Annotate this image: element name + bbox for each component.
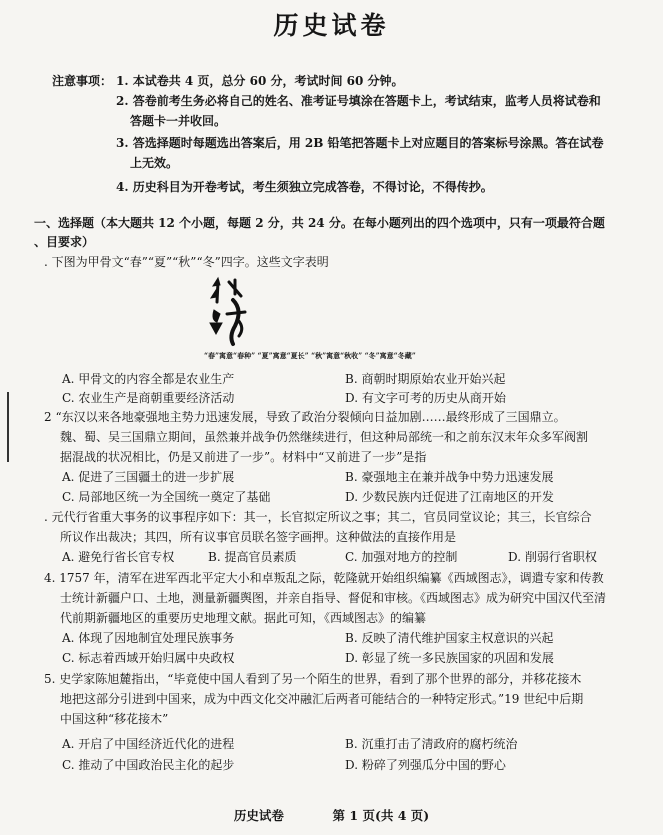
q3-stem-line2: 所议作出裁决；其四，所有议事官员联名签字画押。这种做法的直接作用是	[60, 530, 457, 544]
q5-option-d: D. 粉碎了列强瓜分中国的野心	[345, 758, 506, 772]
page-footer	[0, 806, 663, 824]
q2-stem-line3: 据混战的状况相比，仍是又前进了一步”。材料中“又前进了一步”是指	[60, 450, 427, 464]
q4-option-d: D. 彰显了统一多民族国家的巩固和发展	[345, 651, 554, 665]
q4-stem-line2: 士统计新疆户口、土地，测量新疆舆图，并亲自指导、督促和审核。《西域图志》成为研究中国汉代至清	[60, 591, 607, 605]
notes-heading: 注意事项：	[52, 74, 113, 88]
q1-stem: . 下图为甲骨文“春”“夏”“秋”“冬”四字。这些文字表明	[44, 255, 329, 269]
q4-option-b: B. 反映了清代维护国家主权意识的兴起	[345, 631, 554, 645]
q5-stem-line3: 中国这种“移花接木”	[60, 712, 169, 726]
q2-option-d: D. 少数民族内迁促进了江南地区的开发	[345, 490, 554, 504]
q4-stem-line3: 代前期新疆地区的重要历史地理文献。据此可知，《西域图志》的编纂	[60, 611, 427, 625]
notes-item-4: 4. 历史科目为开卷考试，考生须独立完成答卷，不得讨论，不得传抄。	[116, 180, 493, 194]
q1-option-a: A. 甲骨文的内容全都是农业生产	[62, 372, 235, 386]
notes-item-3: 3. 答选择题时每题选出答案后，用 2B 铅笔把答题卡上对应题目的答案标号涂黑。答在试卷	[116, 136, 604, 150]
q3-option-a: A. 避免行省长官专权	[62, 550, 175, 564]
q5-stem-line1: 5. 史学家陈旭麓指出，“毕竟使中国人看到了另一个陌生的世界，看到了那个世界的部分，并移花接木	[44, 672, 582, 686]
q3-option-c: C. 加强对地方的控制	[345, 550, 458, 564]
q2-option-b: B. 豪强地主在兼并战争中势力迅速发展	[345, 470, 554, 484]
notes-item-1: 1. 本试卷共 4 页，总分 60 分，考试时间 60 分钟。	[116, 74, 404, 88]
q1-image-caption: “春”寓意“春种” “夏”寓意“夏长” “秋”寓意“秋收” “冬”寓意“冬藏”	[204, 351, 416, 360]
q5-option-a: A. 开启了中国经济近代化的进程	[62, 737, 235, 751]
footer-subject: 历史试卷	[233, 808, 284, 823]
page-edge-mark	[7, 392, 9, 462]
q2-stem-line2: 魏、蜀、吴三国鼎立期间，虽然兼并战争仍然继续进行，但这种局部统一和之前东汉末年众多军阀割	[60, 430, 589, 444]
notes-item-2: 2. 答卷前考生务必将自己的姓名、准考证号填涂在答题卡上，考试结束，监考人员将试卷和	[116, 94, 601, 108]
notes-item-3-cont: 上无效。	[130, 156, 179, 170]
q3-stem-line1: . 元代行省重大事务的议事程序如下：其一，长官拟定所议之事；其二，官员同堂议论；其三，长官综合	[44, 510, 592, 524]
q3-option-b: B. 提高官员素质	[208, 550, 297, 564]
section-heading-cont: 、目要求）	[34, 235, 95, 249]
q1-option-d: D. 有文字可考的历史从商开始	[345, 391, 506, 405]
q4-option-a: A. 体现了因地制宜处理民族事务	[62, 631, 235, 645]
q2-stem-line1: 2 “东汉以来各地豪强地主势力迅速发展，导致了政治分裂倾向日益加剧……最终形成了三国鼎立。	[44, 410, 566, 424]
q5-option-c: C. 推动了中国政治民主化的起步	[62, 758, 235, 772]
oracle-bone-glyphs-image	[205, 276, 255, 351]
notes-item-2-cont: 答题卡一并收回。	[130, 114, 227, 128]
q5-option-b: B. 沉重打击了清政府的腐朽统治	[345, 737, 518, 751]
q4-option-c: C. 标志着西域开始归属中央政权	[62, 651, 235, 665]
q3-option-d: D. 削弱行省职权	[508, 550, 597, 564]
footer-page-number: 第 1 页(共 4 页)	[332, 808, 430, 823]
q5-stem-line2: 地把这部分引进到中国来，成为中西文化交冲融汇后两者可能结合的一种特定形式。”19 世纪中后期	[60, 692, 584, 706]
q1-option-b: B. 商朝时期原始农业开始兴起	[345, 372, 506, 386]
q2-option-a: A. 促进了三国疆土的进一步扩展	[62, 470, 235, 484]
q2-option-c: C. 局部地区统一为全国统一奠定了基础	[62, 490, 271, 504]
q1-option-c: C. 农业生产是商朝重要经济活动	[62, 391, 235, 405]
section-heading: 一、选择题（本大题共 12 个小题，每题 2 分，共 24 分。在每小题列出的四个选项中，只有一项最符合题	[34, 216, 605, 230]
page-title: 历史试卷	[273, 11, 390, 40]
q4-stem-line1: 4. 1757 年，清军在进军西北平定大小和卓叛乱之际，乾隆就开始组织编纂《西域图志》，调遣专家和传教	[44, 571, 604, 585]
